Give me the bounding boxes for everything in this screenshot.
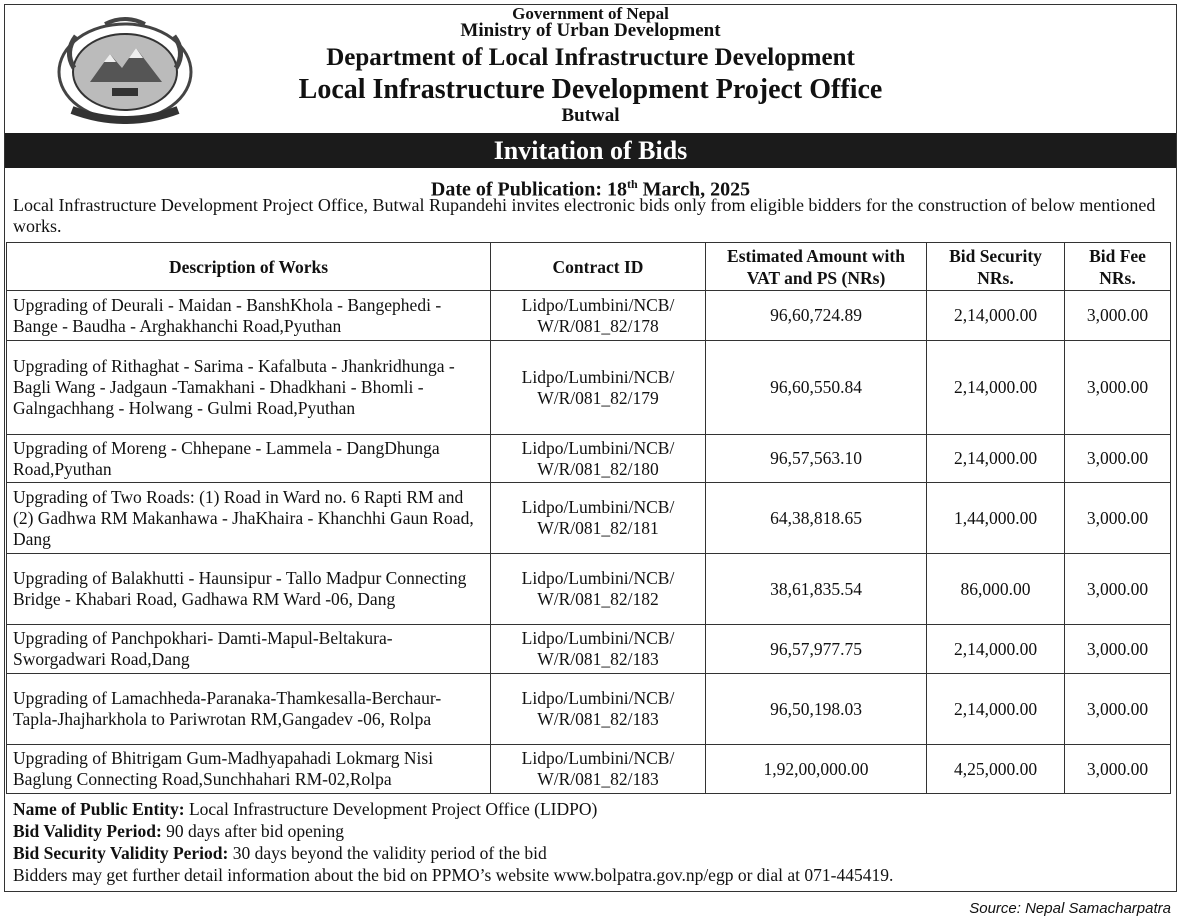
col-header-amount: Estimated Amount with VAT and PS (NRs): [706, 243, 927, 291]
work-description: Upgrading of Two Roads: (1) Road in Ward no. 6 Rapti RM and (2) Gadhwa RM Makanhawa - JhaKhaira - Khanchhi Gaun Road, Dang: [7, 483, 491, 554]
table-row: [7, 341, 1171, 435]
contract-id: Lidpo/Lumbini/NCB/ W/R/081_82/183: [491, 674, 706, 745]
col-header-description: Description of Works: [7, 243, 491, 291]
bid-details-footer: [13, 798, 1163, 886]
city-line: Butwal: [561, 105, 620, 126]
public-entity-line: Name of Public Entity: Local Infrastructure Development Project Office (LIDPO): [13, 799, 598, 819]
estimated-amount: 1,92,00,000.00: [706, 745, 927, 794]
estimated-amount: 64,38,818.65: [706, 483, 927, 554]
bid-security: 4,25,000.00: [927, 745, 1065, 794]
table-row: [7, 435, 1171, 483]
table-header-row: [7, 243, 1171, 291]
notice-title-banner: Invitation of Bids: [5, 133, 1176, 168]
work-description: Upgrading of Lamachheda-Paranaka-Thamkesalla-Berchaur-Tapla-Jhajharkhola to Pariwrotan RM,Gangadev -06, Rolpa: [7, 674, 491, 745]
publication-date: Date of Publication: 18th March, 2025: [430, 177, 751, 201]
bid-security: 2,14,000.00: [927, 341, 1065, 435]
work-description: Upgrading of Balakhutti - Haunsipur - Tallo Madpur Connecting Bridge - Khabari Road, Gadhawa RM Ward -06, Dang: [7, 554, 491, 625]
col-header-fee: Bid Fee NRs.: [1065, 243, 1171, 291]
bid-security: 2,14,000.00: [927, 625, 1065, 674]
bid-security: 2,14,000.00: [927, 674, 1065, 745]
estimated-amount: 96,57,563.10: [706, 435, 927, 483]
bid-fee: 3,000.00: [1065, 674, 1171, 745]
work-description: Upgrading of Panchpokhari- Damti-Mapul-Beltakura-Sworgadwari Road,Dang: [7, 625, 491, 674]
government-line: Government of Nepal: [512, 4, 669, 23]
ministry-line: Ministry of Urban Development: [460, 20, 721, 41]
work-description: Upgrading of Rithaghat - Sarima - Kafalbuta - Jhankridhunga - Bagli Wang - Jadgaun -Tamakhani - Dhadkhani - Bhomli - Galngachhang - Holwang - Gulmi Road,Pyuthan: [7, 341, 491, 435]
bid-fee: 3,000.00: [1065, 625, 1171, 674]
table-row: [7, 745, 1171, 794]
table-row: [7, 674, 1171, 745]
estimated-amount: 96,60,724.89: [706, 291, 927, 341]
bid-fee: 3,000.00: [1065, 291, 1171, 341]
estimated-amount: 96,50,198.03: [706, 674, 927, 745]
bid-validity-line: Bid Validity Period: 90 days after bid opening: [13, 821, 345, 841]
contact-info-line: Bidders may get further detail information about the bid on PPMO’s website www.bolpatra.gov.np/egp or dial at 071-445419.: [13, 865, 894, 885]
contract-id: Lidpo/Lumbini/NCB/ W/R/081_82/178: [491, 291, 706, 341]
estimated-amount: 38,61,835.54: [706, 554, 927, 625]
contract-id: Lidpo/Lumbini/NCB/ W/R/081_82/183: [491, 625, 706, 674]
bid-fee: 3,000.00: [1065, 745, 1171, 794]
bid-fee: 3,000.00: [1065, 341, 1171, 435]
bid-fee: 3,000.00: [1065, 554, 1171, 625]
intro-paragraph: Local Infrastructure Development Project Office, Butwal Rupandehi invites electronic bids only from eligible bidders for the construction of below mentioned works.: [13, 195, 1156, 236]
contract-id: Lidpo/Lumbini/NCB/ W/R/081_82/183: [491, 745, 706, 794]
security-validity-line: Bid Security Validity Period: 30 days beyond the validity period of the bid: [13, 843, 547, 863]
department-line: Department of Local Infrastructure Development: [326, 44, 855, 71]
bid-security: 1,44,000.00: [927, 483, 1065, 554]
work-description: Upgrading of Moreng - Chhepane - Lammela - DangDhunga Road,Pyuthan: [7, 435, 491, 483]
bid-fee: 3,000.00: [1065, 483, 1171, 554]
table-row: [7, 483, 1171, 554]
table-row: [7, 625, 1171, 674]
contract-id: Lidpo/Lumbini/NCB/ W/R/081_82/180: [491, 435, 706, 483]
bid-security: 86,000.00: [927, 554, 1065, 625]
estimated-amount: 96,57,977.75: [706, 625, 927, 674]
work-description: Upgrading of Bhitrigam Gum-Madhyapahadi Lokmarg Nisi Baglung Connecting Road,Sunchhahari RM-02,Rolpa: [7, 745, 491, 794]
col-header-contract: Contract ID: [491, 243, 706, 291]
bids-table: [6, 242, 1171, 794]
contract-id: Lidpo/Lumbini/NCB/ W/R/081_82/182: [491, 554, 706, 625]
bid-fee: 3,000.00: [1065, 435, 1171, 483]
contract-id: Lidpo/Lumbini/NCB/ W/R/081_82/179: [491, 341, 706, 435]
table-row: [7, 291, 1171, 341]
table-row: [7, 554, 1171, 625]
bid-security: 2,14,000.00: [927, 435, 1065, 483]
office-line: Local Infrastructure Development Project Office: [298, 74, 883, 105]
work-description: Upgrading of Deurali - Maidan - BanshKhola - Bangephedi - Bange - Baudha - Arghakhanchi Road,Pyuthan: [7, 291, 491, 341]
bid-security: 2,14,000.00: [927, 291, 1065, 341]
col-header-security: Bid Security NRs.: [927, 243, 1065, 291]
contract-id: Lidpo/Lumbini/NCB/ W/R/081_82/181: [491, 483, 706, 554]
estimated-amount: 96,60,550.84: [706, 341, 927, 435]
source-credit: Source: Nepal Samacharpatra: [969, 900, 1171, 917]
